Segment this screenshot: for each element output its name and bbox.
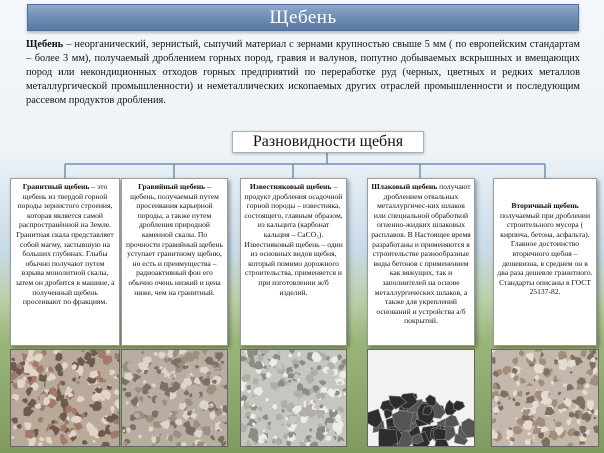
- photo-gravel: [121, 349, 228, 447]
- card-slag-text: получают дроблением отвальных металлургичес-ких шлаков или специальной обработкой огненно-жидких шлаковых расплавов. В Настоящее время разработаны и применяются в строительстве разнообразные виды бетонов с применением как вяжущих, так и заполнителей на основе металлургических шлаков, а также для укреплений оснований и устройства а/б покрытий.: [371, 182, 471, 326]
- limestone-stones-image: [241, 350, 346, 446]
- gravel-stones-image: [122, 350, 227, 446]
- card-limestone-name: Известняковый щебень: [249, 182, 332, 191]
- card-gravel-name: Гравийный щебень: [138, 182, 206, 191]
- card-slag: [367, 178, 475, 346]
- intro-term: Щебень: [26, 39, 64, 50]
- card-granite-text: – это щебень из твердой горной породы зернистого строения, которая является самой распространённой на Земле. Гранитная скала представляет собой магму, застывшую на больших глубинах. Глыбы обычно получают путем взрыва монолитной скалы, затем он дробится в машине, а полученный щебень просеивают по фракциям.: [15, 182, 115, 307]
- intro-text: – неорганический, зернистый, сыпучий материал с зернами крупностью свыше 5 мм ( по европейским стандартам – более 3 мм), получаемый дроблением горных пород, гравия и валунов, попутно добываемых вскрышных и вмещающих пород или некондиционных отходов горных предприятий по переработке руд (черных, цветных и редких металлов металлургической промышленности) и неметаллических ископаемых других отраслей промышленности и последующим рассевом продуктов дробления.: [26, 39, 580, 107]
- card-recycled-text: получаемый при дроблении строительного мусора ( кирпича, бетона, асфальта). Главное достоинство вторичного щебня – дешевизна, в среднем он в два раза дешевле гранитного. Стандарты описаны в ГОСТ 25137-82.: [497, 210, 593, 297]
- stone-grain: [559, 364, 566, 370]
- card-gravel: [121, 178, 228, 346]
- card-recycled: [493, 178, 597, 346]
- card-limestone-text: – продукт дробления осадочной горной породы – известняка, состоящего, главным образом, из кальцита (карбонат кальция – CaCO₃). Известняковый щебень – один из основных видов щебня, который помимо дорожного строительства, применяется и при изготовлении ж/б изделий.: [244, 182, 343, 297]
- photo-recycled: [491, 349, 599, 447]
- card-granite: [10, 178, 120, 346]
- photo-slag: [367, 349, 475, 447]
- card-slag-name: Шлаковый щебень: [371, 182, 438, 191]
- types-header: Разновидности щебня: [232, 131, 424, 153]
- stone-grain: [379, 428, 398, 446]
- card-recycled-name: Вторичный щебень: [511, 201, 579, 210]
- page-title: Щебень: [27, 4, 579, 31]
- intro-paragraph: [26, 38, 580, 108]
- recycled-stones-image: [492, 350, 598, 446]
- card-gravel-text: – щебень, получаемый путем просеивания карьерной породы, а также путем дробления природной каменной скалы. По прочности гравийный щебень уступает гранитному щебню, но есть и преимущества – радиоактивный фон его обычно очень низкий и цена ниже, чем на гранитный.: [126, 182, 223, 297]
- stone-grain: [492, 357, 496, 364]
- slag-stones-image: [368, 350, 474, 446]
- photo-granite: [10, 349, 120, 447]
- stone-grain: [115, 353, 119, 360]
- stone-grain: [281, 400, 287, 407]
- card-limestone: [240, 178, 347, 346]
- photo-limestone: [240, 349, 347, 447]
- granite-stones-image: [11, 350, 119, 446]
- stone-grain: [82, 350, 85, 352]
- card-granite-name: Гранитный щебень: [22, 182, 90, 191]
- stone-grain: [17, 379, 25, 388]
